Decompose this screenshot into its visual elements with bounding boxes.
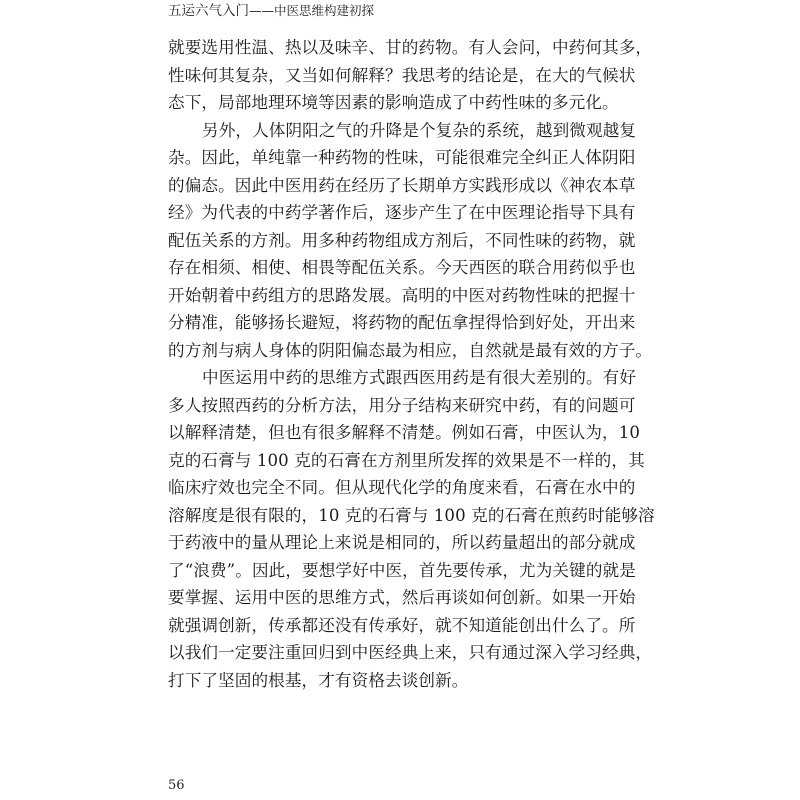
- text-line: 以解释清楚，但也有很多解释不清楚。例如石膏，中医认为，10: [168, 423, 641, 442]
- text-line: 的方剂与病人身体的阴阳偏态最为相应，自然就是最有效的方子。: [168, 340, 653, 360]
- text-line: 于药液中的量从理论上来说是相同的，所以药量超出的部分就成: [168, 533, 636, 552]
- paragraph-start-line: 中医运用中药的思维方式跟西医用药是有很大差别的。有好: [202, 368, 637, 387]
- text-line: 性味何其复杂，又当如何解释？我思考的结论是，在大的气候状: [168, 65, 636, 85]
- running-head: [168, 2, 374, 20]
- paragraph-start-line: 另外，人体阴阳之气的升降是个复杂的系统，越到微观越复: [202, 120, 637, 140]
- text-line: 溶解度是很有限的，10 克的石膏与 100 克的石膏在煎药时能够溶: [168, 505, 655, 525]
- text-line: 就要选用性温、热以及味辛、甘的药物。有人会问，中药何其多，: [168, 38, 653, 57]
- text-line: 多人按照西药的分析方法，用分子结构来研究中药，有的问题可: [168, 395, 636, 415]
- text-line: 态下，局部地理环境等因素的影响造成了中药性味的多元化。: [168, 93, 619, 112]
- text-line: 打下了坚固的根基，才有资格去谈创新。: [168, 670, 469, 690]
- text-line: 临床疗效也完全不同。但从现代化学的角度来看，石膏在水中的: [168, 478, 636, 497]
- text-line: 杂。因此，单纯靠一种药物的性味，可能很难完全纠正人体阴阳: [168, 148, 636, 167]
- text-line: 了“浪费”。因此，要想学好中医，首先要传承，尤为关键的就是: [168, 560, 636, 580]
- book-title: 五运六气入门: [168, 3, 249, 19]
- text-line: 以我们一定要注重回归到中医经典上来，只有通过深入学习经典，: [168, 643, 653, 662]
- text-line: 就强调创新，传承都还没有传承好，就不知道能创出什么了。所: [168, 615, 636, 635]
- body-text: [168, 34, 655, 694]
- text-line: 的偏态。因此中医用药在经历了长期单方实践形成以《神农本草: [168, 175, 636, 195]
- text-line: 开始朝着中药组方的思路发展。高明的中医对药物性味的把握十: [168, 285, 636, 305]
- text-line: 配伍关系的方剂。用多种药物组成方剂后，不同性味的药物，就: [168, 230, 636, 250]
- text-line: 分精准，能够扬长避短，将药物的配伍拿捏得恰到好处，开出来: [168, 313, 636, 332]
- page-number: 56: [168, 778, 185, 793]
- text-line: 克的石膏与 100 克的石膏在方剂里所发挥的效果是不一样的，其: [168, 450, 645, 470]
- text-line: 存在相须、相使、相畏等配伍关系。今天西医的联合用药似乎也: [168, 258, 636, 277]
- text-line: 经》为代表的中药学著作后，逐步产生了在中医理论指导下具有: [168, 203, 636, 222]
- text-line: 要掌握、运用中医的思维方式，然后再谈如何创新。如果一开始: [168, 588, 636, 607]
- book-subtitle: ——中医思维构建初探: [249, 3, 375, 18]
